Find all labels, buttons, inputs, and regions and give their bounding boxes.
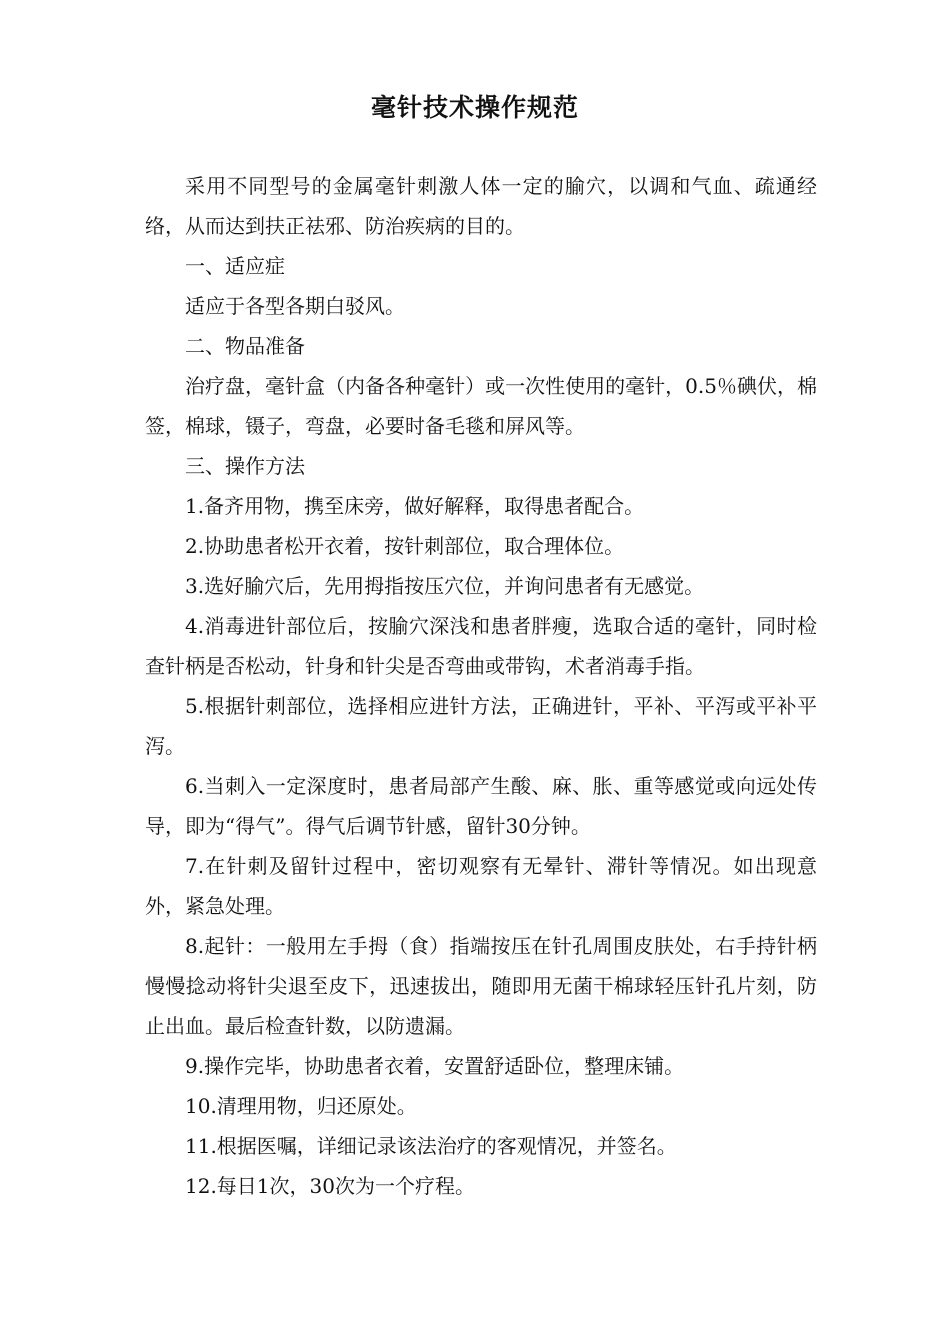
section-heading-procedure: 三、操作方法 (185, 454, 305, 478)
procedure-step-3: 3.选好腧穴后，先用拇指按压穴位，并询问患者有无感觉。 (185, 574, 705, 598)
procedure-step-6: 6.当刺入一定深度时，患者局部产生酸、麻、胀、重等感觉或向远处传导，即为“得气”。得气后调节针感，留针30分钟。 (145, 774, 817, 838)
procedure-step-10: 10.清理用物，归还原处。 (185, 1094, 417, 1118)
procedure-step-7: 7.在针刺及留针过程中，密切观察有无晕针、滞针等情况。如出现意外，紧急处理。 (145, 854, 817, 918)
procedure-step-1: 1.备齐用物，携至床旁，做好解释，取得患者配合。 (185, 494, 645, 518)
document-body (145, 166, 817, 1206)
procedure-step-5: 5.根据针刺部位，选择相应进针方法，正确进针，平补、平泻或平补平泻。 (145, 694, 817, 758)
procedure-step-4: 4.消毒进针部位后，按腧穴深浅和患者胖瘦，选取合适的毫针，同时检查针柄是否松动，针身和针尖是否弯曲或带钩，术者消毒手指。 (145, 614, 817, 678)
section-heading-indications: 一、适应症 (185, 254, 285, 278)
section-heading-supplies: 二、物品准备 (185, 334, 305, 358)
procedure-step-11: 11.根据医嘱，详细记录该法治疗的客观情况，并签名。 (185, 1134, 677, 1158)
indications-paragraph: 适应于各型各期白驳风。 (185, 294, 405, 318)
procedure-step-2: 2.协助患者松开衣着，按针刺部位，取合理体位。 (185, 534, 625, 558)
procedure-step-12: 12.每日1次，30次为一个疗程。 (185, 1174, 475, 1198)
procedure-step-8: 8.起针：一般用左手拇（食）指端按压在针孔周围皮肤处，右手持针柄慢慢捻动将针尖退至皮下，迅速拔出，随即用无菌干棉球轻压针孔片刻，防止出血。最后检查针数，以防遗漏。 (145, 934, 817, 1038)
procedure-step-9: 9.操作完毕，协助患者衣着，安置舒适卧位，整理床铺。 (185, 1054, 685, 1078)
supplies-paragraph: 治疗盘，毫针盒（内备各种毫针）或一次性使用的毫针，0.5％碘伏，棉签，棉球，镊子，弯盘，必要时备毛毯和屏风等。 (145, 374, 817, 438)
intro-paragraph: 采用不同型号的金属毫针刺激人体一定的腧穴，以调和气血、疏通经络，从而达到扶正祛邪、防治疾病的目的。 (145, 174, 817, 238)
document-title: 毫针技术操作规范 (370, 93, 579, 122)
